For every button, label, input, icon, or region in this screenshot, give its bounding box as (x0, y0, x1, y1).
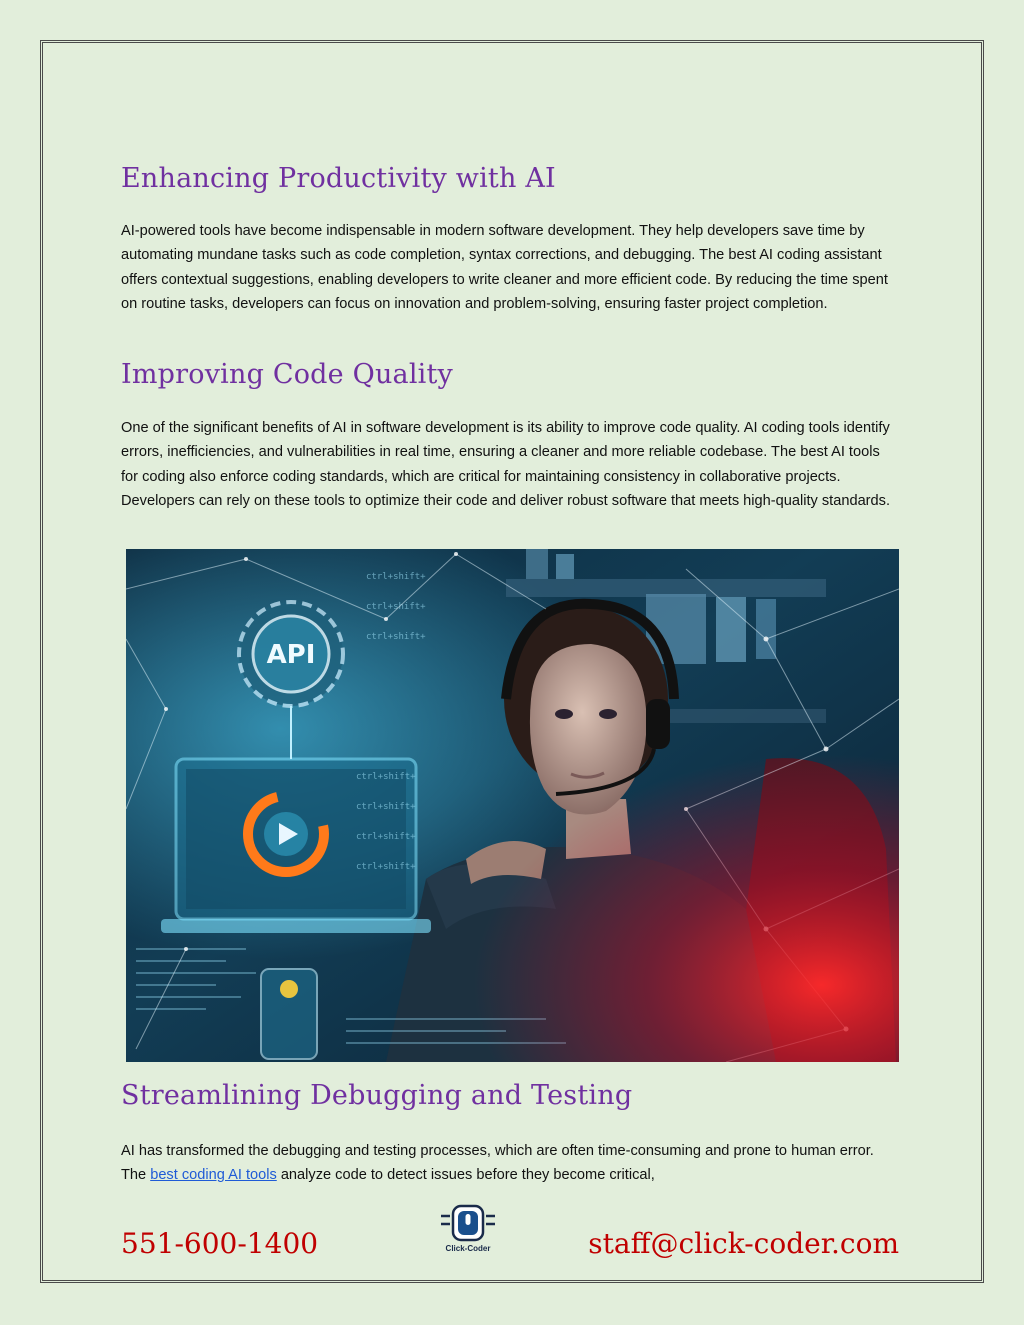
footer-email[interactable]: staff@click-coder.com (588, 1227, 899, 1260)
heading-improving-code-quality: Improving Code Quality (121, 359, 454, 390)
footer-phone: 551-600-1400 (121, 1227, 319, 1260)
mouse-icon (437, 1204, 499, 1244)
hero-image-developer-with-ai (126, 549, 899, 1062)
paragraph-streamlining-debugging: AI has transformed the debugging and testing processes, which are often time-consuming and prone to human error. The best coding AI tools analyze code to detect issues before they become critical, (121, 1143, 874, 1184)
paragraph-improving-code-quality: One of the significant benefits of AI in software development is its ability to improve code quality. AI coding tools identify errors, inefficiencies, and vulnerabilities in real time, ensuring a cleaner and more reliable codebase. The best AI tools for coding also enforce coding standards, which are critical for maintaining consistency in collaborative projects. Developers can rely on these tools to optimize their code and deliver robust software that meets high-quality standards. (121, 420, 891, 510)
logo-text: Click-Coder (445, 1244, 491, 1253)
click-coder-logo (437, 1204, 499, 1258)
best-coding-ai-tools-link[interactable]: best coding AI tools (150, 1167, 277, 1184)
heading-enhancing-productivity: Enhancing Productivity with AI (121, 163, 556, 194)
heading-streamlining-debugging: Streamlining Debugging and Testing (121, 1080, 633, 1111)
paragraph-enhancing-productivity: AI-powered tools have become indispensable in modern software development. They help developers save time by automating mundane tasks such as code completion, syntax corrections, and debugging. The best AI coding assistant offers contextual suggestions, enabling developers to write cleaner and more efficient code. By reducing the time spent on routine tasks, developers can focus on innovation and problem-solving, ensuring faster project completion. (121, 223, 888, 313)
